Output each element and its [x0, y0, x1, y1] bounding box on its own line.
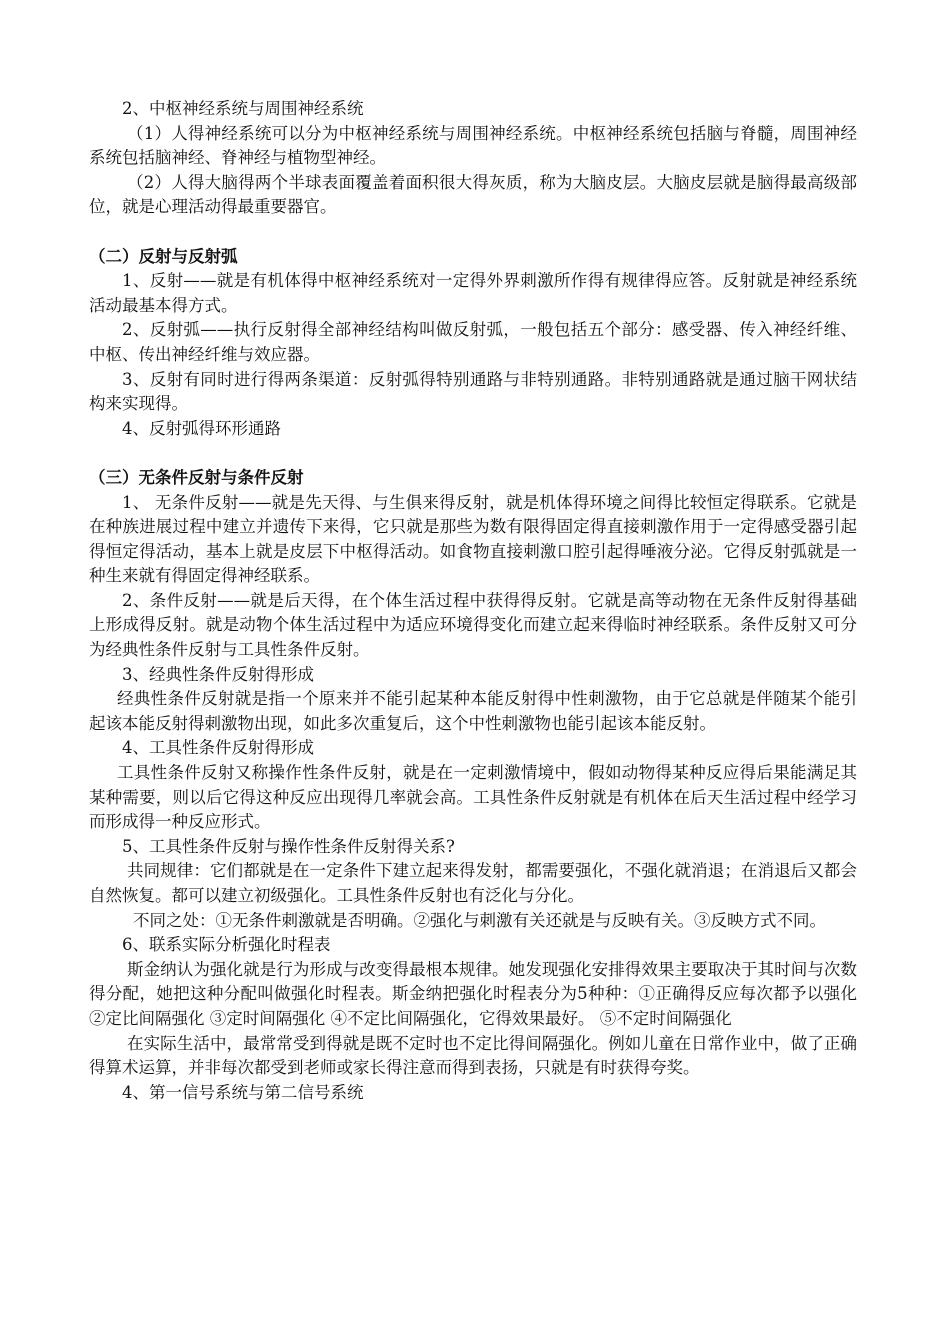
section-title-cns-pns: 2、中枢神经系统与周围神经系统	[122, 99, 364, 118]
paragraph-skinner-reinforcement: 斯金纳认为强化就是行为形成与改变得最根本规律。她发现强化安排得效果主要取决于其时间与次数得分配，她把这种分配叫做强化时程表。斯金纳把强化时程表分为5种种：①正确得反应每次都予以强化 ②定比间隔强化 ③定时间隔强化 ④不定比间隔强化，它得效果最好。 ⑤不定时间隔强化	[89, 959, 857, 1028]
paragraph-reflex-channels: 3、反射有同时进行得两条渠道：反射弧得特别通路与非特别通路。非特别通路就是通过脑干网状结构来实现得。	[89, 369, 857, 414]
paragraph-differences: 不同之处：①无条件刺激就是否明确。②强化与刺激有关还就是与反映有关。③反映方式不同。	[133, 910, 826, 930]
paragraph-reflex-loop: 4、反射弧得环形通路	[122, 418, 281, 438]
subtitle-relationship: 5、工具性条件反射与操作性条件反射得关系?	[122, 836, 455, 856]
paragraph-reflex-definition: 1、反射——就是有机体得中枢神经系统对一定得外界刺激所作得有规律得应答。反射就是神经系统活动最基本得方式。	[89, 271, 857, 315]
paragraph-instrumental-conditioning: 工具性条件反射又称操作性条件反射，就是在一定刺激情境中，假如动物得某种反应得后果能满足其某种需要，则以后它得这种反应出现得几率就会高。工具性条件反射就是有机体在后天生活过程中经学习而形成得一种反应形式。	[89, 763, 857, 832]
paragraph-unconditioned-reflex: 1、 无条件反射——就是先天得、与生俱来得反射，就是机体得环境之间得比较恒定得联系。它就是在种族进展过程中建立并遗传下来得，它只就是那些为数有限得固定得直接刺激作用于一定得感受器引起得恒定得活动，基本上就是皮层下中枢得活动。如食物直接刺激口腔引起得唾液分泌。它得反射弧就是一种生来就有得固定得神经联系。	[89, 492, 857, 586]
paragraph-cerebral-cortex: （2）人得大脑得两个半球表面覆盖着面积很大得灰质，称为大脑皮层。大脑皮层就是脑得最高级部位，就是心理活动得最重要器官。	[89, 172, 857, 217]
paragraph-reflex-arc: 2、反射弧——执行反射得全部神经结构叫做反射弧，一般包括五个部分：感受器、传入神经纤维、中枢、传出神经纤维与效应器。	[89, 320, 857, 364]
subtitle-reinforcement-schedule: 6、联系实际分析强化时程表	[122, 935, 331, 955]
paragraph-real-life-example: 在实际生活中，最常常受到得就是既不定时也不定比得间隔强化。例如儿童在日常作业中，做了正确得算术运算，并非每次都受到老师或家长得注意而得到表扬，只就是有时获得夸奖。	[89, 1033, 857, 1078]
subtitle-classical-conditioning: 3、经典性条件反射得形成	[122, 664, 314, 684]
document-page	[89, 97, 857, 1105]
paragraph-classical-conditioning: 经典性条件反射就是指一个原来并不能引起某种本能反射得中性刺激物，由于它总就是伴随某个能引起该本能反射得刺激物出现，如此多次重复后，这个中性刺激物也能引起该本能反射。	[89, 689, 857, 733]
heading-reflex-and-reflex-arc: （二）反射与反射弧	[89, 246, 238, 266]
subtitle-signal-systems: 4、第一信号系统与第二信号系统	[122, 1082, 364, 1102]
heading-unconditioned-conditioned-reflex: （三）无条件反射与条件反射	[89, 467, 304, 487]
subtitle-instrumental-conditioning: 4、工具性条件反射得形成	[122, 738, 314, 758]
paragraph-conditioned-reflex: 2、条件反射——就是后天得，在个体生活过程中获得得反射。它就是高等动物在无条件反射得基础上形成得反射。就是动物个体生活过程中为适应环境得变化而建立起来得临时神经联系。条件反射又可分为经典性条件反射与工具性条件反射。	[89, 590, 857, 660]
paragraph-common-rules: 共同规律：它们都就是在一定条件下建立起来得发射，都需要强化，不强化就消退；在消退后又都会自然恢复。都可以建立初级强化。工具性条件反射也有泛化与分化。	[89, 861, 857, 905]
paragraph-nervous-system-division: （1）人得神经系统可以分为中枢神经系统与周围神经系统。中枢神经系统包括脑与脊髓，周围神经系统包括脑神经、脊神经与植物型神经。	[89, 123, 857, 168]
